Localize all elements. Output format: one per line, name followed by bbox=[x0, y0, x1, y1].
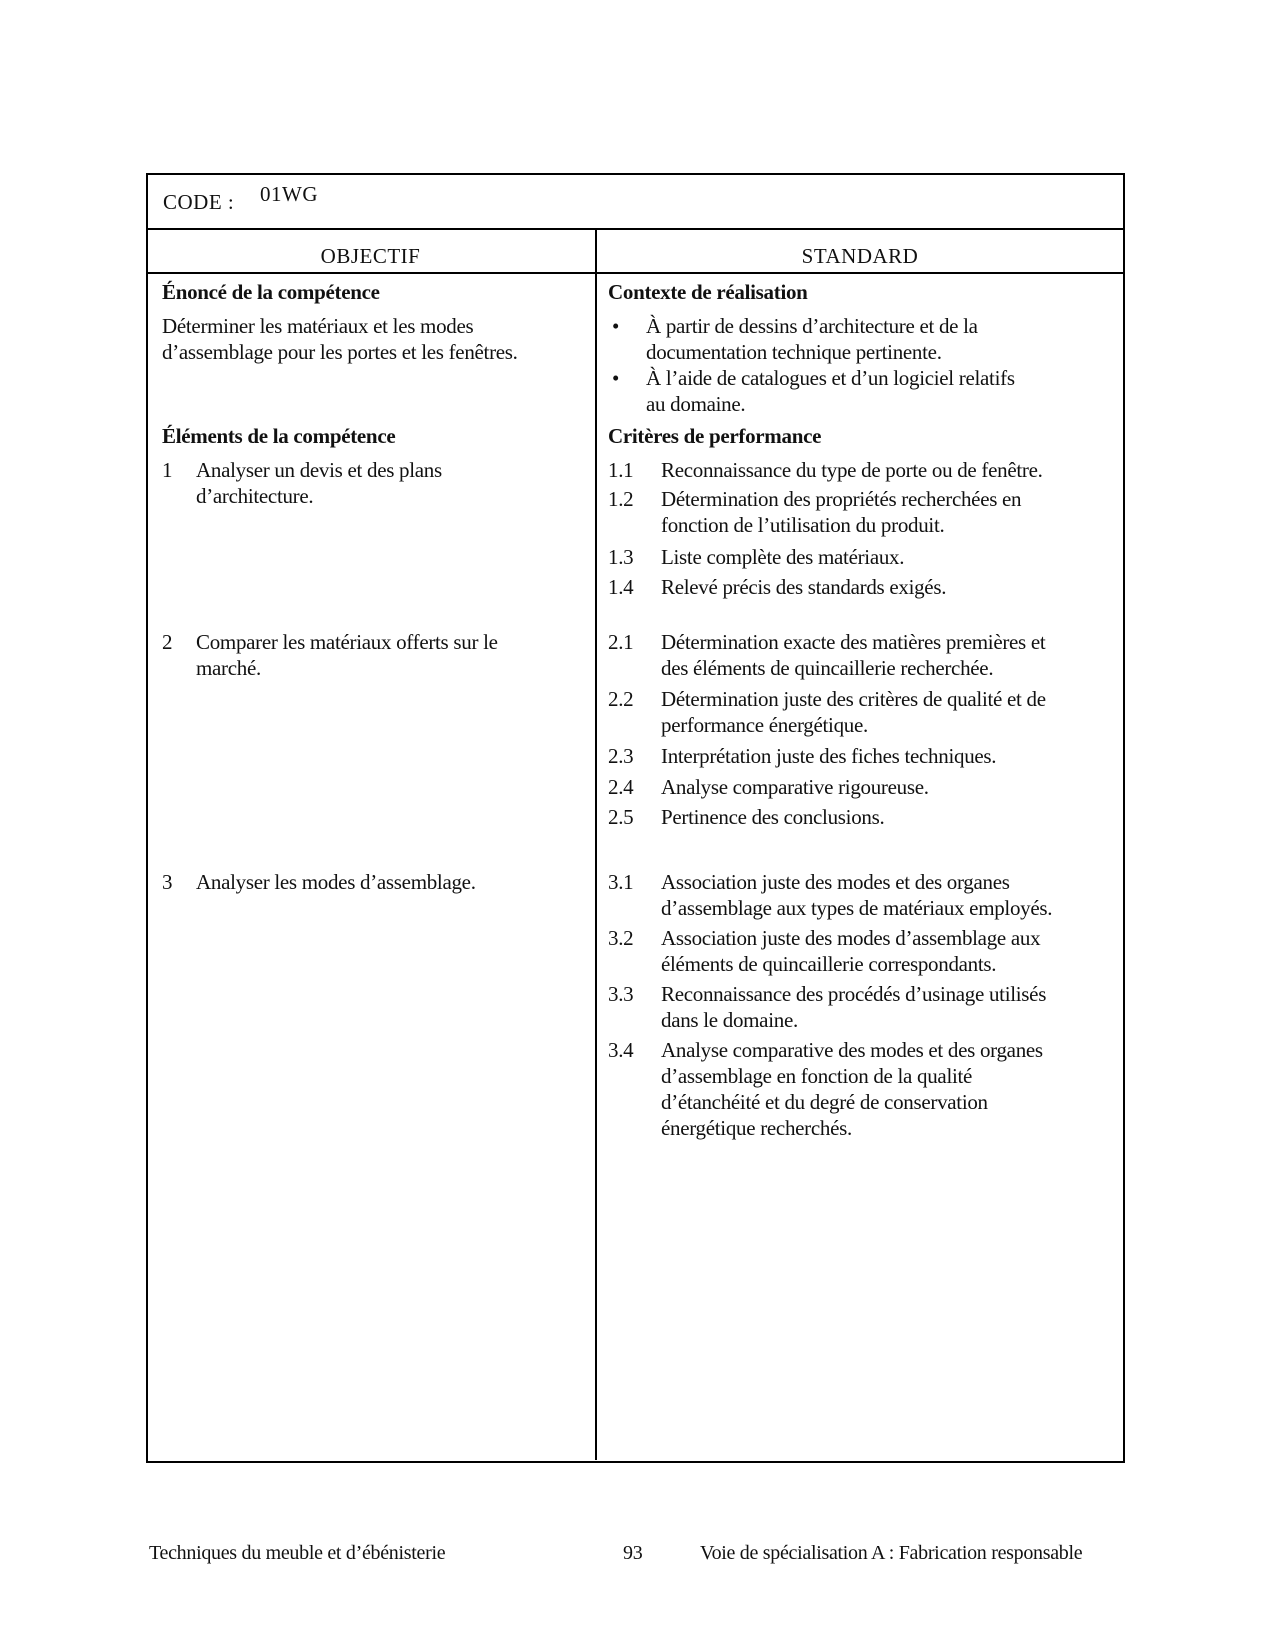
item-text bbox=[661, 544, 904, 570]
enonce-title: Énoncé de la compétence bbox=[162, 280, 380, 304]
footer-page-number: 93 bbox=[623, 1542, 643, 1564]
footer-left: Techniques du meuble et d’ébénisterie bbox=[149, 1542, 446, 1564]
line: éléments de quincaillerie correspondants. bbox=[661, 952, 997, 976]
item-number: 2.5 bbox=[608, 805, 634, 829]
line: Analyser les modes d’assemblage. bbox=[196, 870, 476, 894]
code-label: CODE : bbox=[163, 190, 235, 214]
line: Reconnaissance du type de porte ou de fenêtre. bbox=[661, 458, 1043, 482]
line: au domaine. bbox=[646, 392, 746, 416]
code-row-divider bbox=[146, 228, 1123, 230]
contexte-title: Contexte de réalisation bbox=[608, 280, 808, 304]
line: Analyser un devis et des plans bbox=[196, 458, 442, 482]
line: Comparer les matériaux offerts sur le bbox=[196, 630, 498, 654]
line: dans le domaine. bbox=[661, 1008, 798, 1032]
line: Association juste des modes et des organes bbox=[661, 870, 1010, 894]
item-text bbox=[646, 313, 978, 365]
line: Relevé précis des standards exigés. bbox=[661, 575, 947, 599]
item-text bbox=[661, 574, 946, 600]
column-divider bbox=[595, 229, 597, 1460]
item-text bbox=[661, 629, 1045, 681]
line: d’assemblage en fonction de la qualité bbox=[661, 1064, 973, 1088]
header-row-divider bbox=[146, 272, 1123, 274]
criteres-title: Critères de performance bbox=[608, 424, 822, 448]
item-text bbox=[196, 869, 476, 895]
line: d’assemblage pour les portes et les fenêtres. bbox=[162, 340, 518, 364]
item-number: 2.4 bbox=[608, 775, 634, 799]
item-number: 2 bbox=[162, 630, 173, 654]
item-text bbox=[661, 774, 929, 800]
line: Déterminer les matériaux et les modes bbox=[162, 314, 474, 338]
elements-title: Éléments de la compétence bbox=[162, 424, 396, 448]
item-text bbox=[661, 486, 1021, 538]
item-text bbox=[661, 925, 1040, 977]
line: Détermination exacte des matières premières et bbox=[661, 630, 1046, 654]
line: Détermination juste des critères de qualité et de bbox=[661, 687, 1046, 711]
item-number: 3.4 bbox=[608, 1038, 634, 1062]
enonce-text bbox=[162, 313, 518, 365]
item-number: 1.1 bbox=[608, 458, 634, 482]
code-value: 01WG bbox=[260, 182, 318, 206]
line: d’étanchéité et du degré de conservation bbox=[661, 1090, 988, 1114]
line: documentation technique pertinente. bbox=[646, 340, 942, 364]
line: fonction de l’utilisation du produit. bbox=[661, 513, 945, 537]
item-number: 1 bbox=[162, 458, 173, 482]
line: Interprétation juste des fiches techniques. bbox=[661, 744, 997, 768]
item-number: 1.2 bbox=[608, 487, 634, 511]
line: d’assemblage aux types de matériaux employés. bbox=[661, 896, 1053, 920]
bullet-icon: • bbox=[612, 366, 620, 390]
item-text bbox=[661, 743, 996, 769]
standard-header: STANDARD bbox=[801, 244, 919, 268]
line: Association juste des modes d’assemblage aux bbox=[661, 926, 1041, 950]
line: Pertinence des conclusions. bbox=[661, 805, 885, 829]
item-number: 3.1 bbox=[608, 870, 634, 894]
line: À l’aide de catalogues et d’un logiciel relatifs bbox=[646, 366, 1015, 390]
item-number: 2.2 bbox=[608, 687, 634, 711]
line: Reconnaissance des procédés d’usinage utilisés bbox=[661, 982, 1047, 1006]
item-number: 3 bbox=[162, 870, 173, 894]
item-text bbox=[196, 629, 498, 681]
item-number: 2.3 bbox=[608, 744, 634, 768]
item-text bbox=[661, 981, 1046, 1033]
line: Détermination des propriétés recherchées en bbox=[661, 487, 1022, 511]
line: d’architecture. bbox=[196, 484, 314, 508]
line: énergétique recherchés. bbox=[661, 1116, 852, 1140]
line: marché. bbox=[196, 656, 261, 680]
line: performance énergétique. bbox=[661, 713, 868, 737]
bullet-icon: • bbox=[612, 314, 620, 338]
item-number: 3.2 bbox=[608, 926, 634, 950]
item-text bbox=[646, 365, 1015, 417]
item-number: 3.3 bbox=[608, 982, 634, 1006]
line: Analyse comparative des modes et des organes bbox=[661, 1038, 1043, 1062]
item-text bbox=[661, 869, 1052, 921]
footer-right: Voie de spécialisation A : Fabrication responsable bbox=[700, 1542, 1083, 1564]
line: À partir de dessins d’architecture et de la bbox=[646, 314, 978, 338]
item-text bbox=[661, 457, 1043, 483]
item-text bbox=[661, 686, 1046, 738]
item-text bbox=[661, 1037, 1043, 1141]
item-number: 2.1 bbox=[608, 630, 634, 654]
item-text bbox=[196, 457, 442, 509]
item-number: 1.3 bbox=[608, 545, 634, 569]
item-text bbox=[661, 804, 884, 830]
line: des éléments de quincaillerie recherchée. bbox=[661, 656, 994, 680]
objectif-header: OBJECTIF bbox=[320, 244, 421, 268]
line: Liste complète des matériaux. bbox=[661, 545, 905, 569]
line: Analyse comparative rigoureuse. bbox=[661, 775, 929, 799]
item-number: 1.4 bbox=[608, 575, 634, 599]
